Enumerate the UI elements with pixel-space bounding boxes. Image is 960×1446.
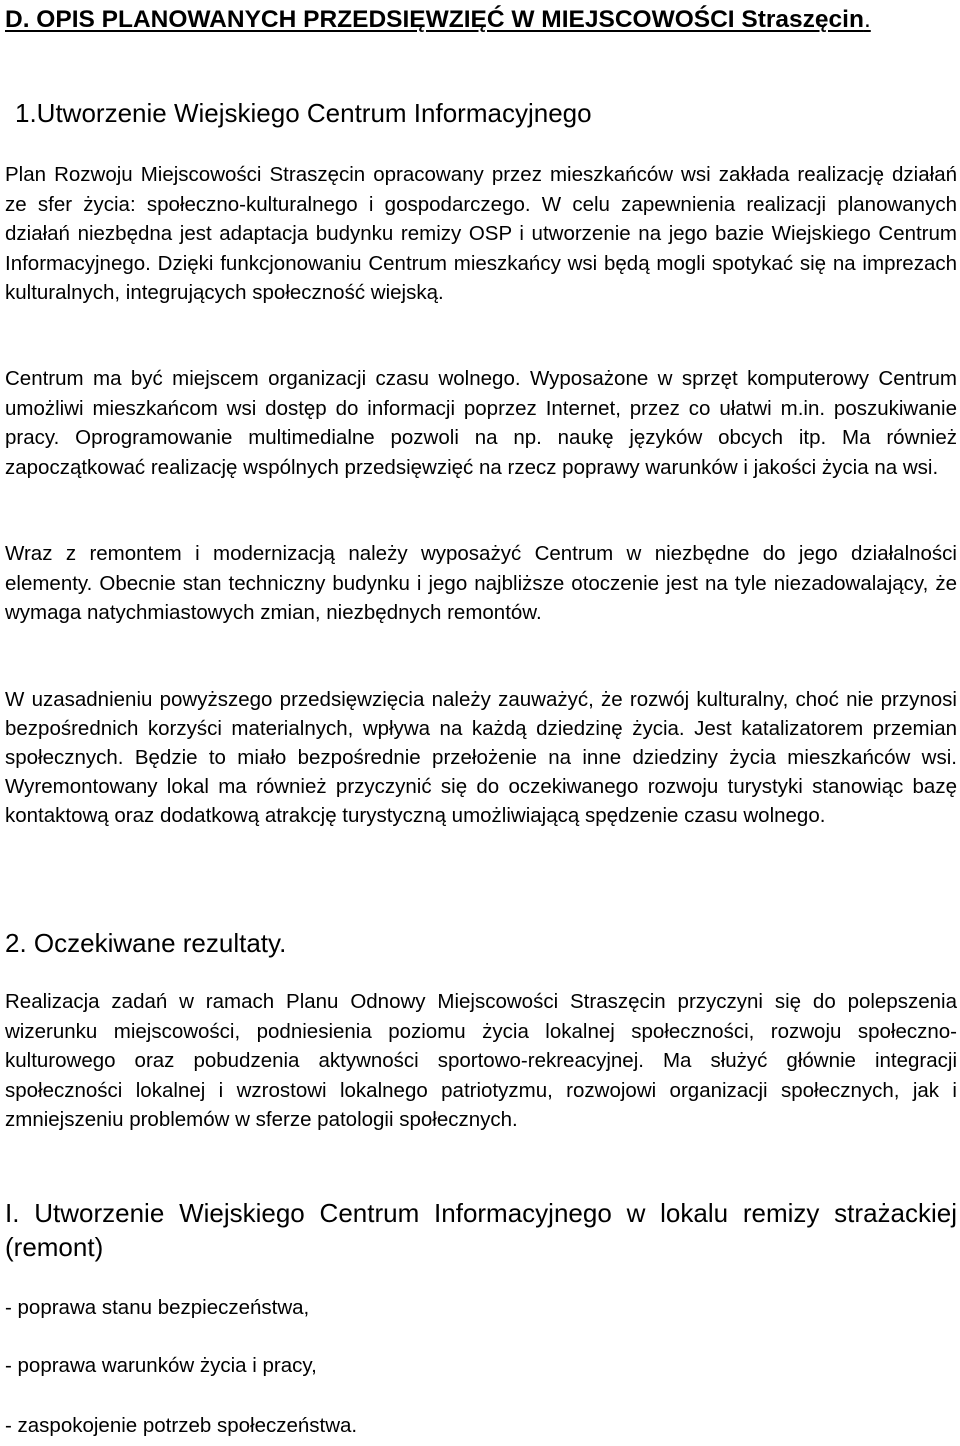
paragraph-centrum-purpose: Centrum ma być miejscem organizacji czasu wolnego. Wyposażone w sprzęt komputerowy Centrum umożliwi mieszkańcom wsi dostęp do informacji poprzez Internet, przez co ułatwi m.in. poszukiwanie pracy. Oprogramowanie multimedialne pozwoli na np. naukę języków obcych itp. Ma również zapoczątkować realizację wspólnych przedsięwzięć na rzecz poprawy warunków i jakości życia na wsi. xyxy=(5,367,957,479)
paragraph-plan-intro: Plan Rozwoju Miejscowości Straszęcin opracowany przez mieszkańców wsi zakłada realizację działań ze sfer życia: społeczno-kulturalnego i gospodarczego. W celu zapewnienia realizacji planowanych działań niezbędna jest adaptacja budynku remizy OSP i utworzenie na jego bazie Wiejskiego Centrum Informacyjnego. Dzięki funkcjonowaniu Centrum mieszkańcy wsi będą mogli spotykać się na imprezach kulturalnych, integrujących społeczność wiejską. xyxy=(5,163,957,304)
paragraph-renovation: Wraz z remontem i modernizacją należy wyposażyć Centrum w niezbędne do jego działalności elementy. Obecnie stan techniczny budynku i jego najbliższe otoczenie jest na tyle niezadowalający, że wymaga natychmiastowych zmian, niezbędnych remontów. xyxy=(5,542,957,624)
bullet-item: - zaspokojenie potrzeb społeczeństwa. xyxy=(5,1414,358,1437)
document-heading-text: D. OPIS PLANOWANYCH PRZEDSIĘWZIĘĆ W MIEJSCOWOŚCI Straszęcin xyxy=(5,6,864,33)
bullet-item: - poprawa stanu bezpieczeństwa, xyxy=(5,1296,310,1319)
bullet-item: - poprawa warunków życia i pracy, xyxy=(5,1354,317,1377)
paragraph-expected-results: Realizacja zadań w ramach Planu Odnowy Miejscowości Straszęcin przyczyni się do polepszenia wizerunku miejscowości, podniesienia poziomu życia lokalnej społeczności, rozwoju społeczno-kulturowego oraz pobudzenia aktywności sportowo-rekreacyjnej. Ma służyć głównie integracji społeczności lokalnej i wzrostowi lokalnego patriotyzmu, rozwojowi organizacji społecznych, jak i zmniejszeniu problemów w sferze patologii społecznych. xyxy=(5,990,957,1131)
section-I-title: I. Utworzenie Wiejskiego Centrum Informacyjnego w lokalu remizy strażackiej (remont) xyxy=(5,1198,957,1262)
section-2-title: 2. Oczekiwane rezultaty. xyxy=(5,928,287,958)
paragraph-justification: W uzasadnieniu powyższego przedsięwzięcia należy zauważyć, że rozwój kulturalny, choć nie przynosi bezpośrednich korzyści materialnych, wpływa na każdą dziedzinę życia. Jest katalizatorem przemian społecznych. Będzie to miało bezpośrednie przełożenie na inne dziedziny życia mieszkańców wsi. Wyremontowany lokal ma również przyczynić się do oczekiwanego rozwoju turystyki stanowiąc bazę kontaktową oraz dodatkową atrakcję turystyczną umożliwiającą spędzenie czasu wolnego. xyxy=(5,688,957,827)
document-heading-trail: . xyxy=(863,6,871,33)
document-heading xyxy=(5,4,895,36)
section-1-title: 1.Utworzenie Wiejskiego Centrum Informacyjnego xyxy=(15,98,592,128)
